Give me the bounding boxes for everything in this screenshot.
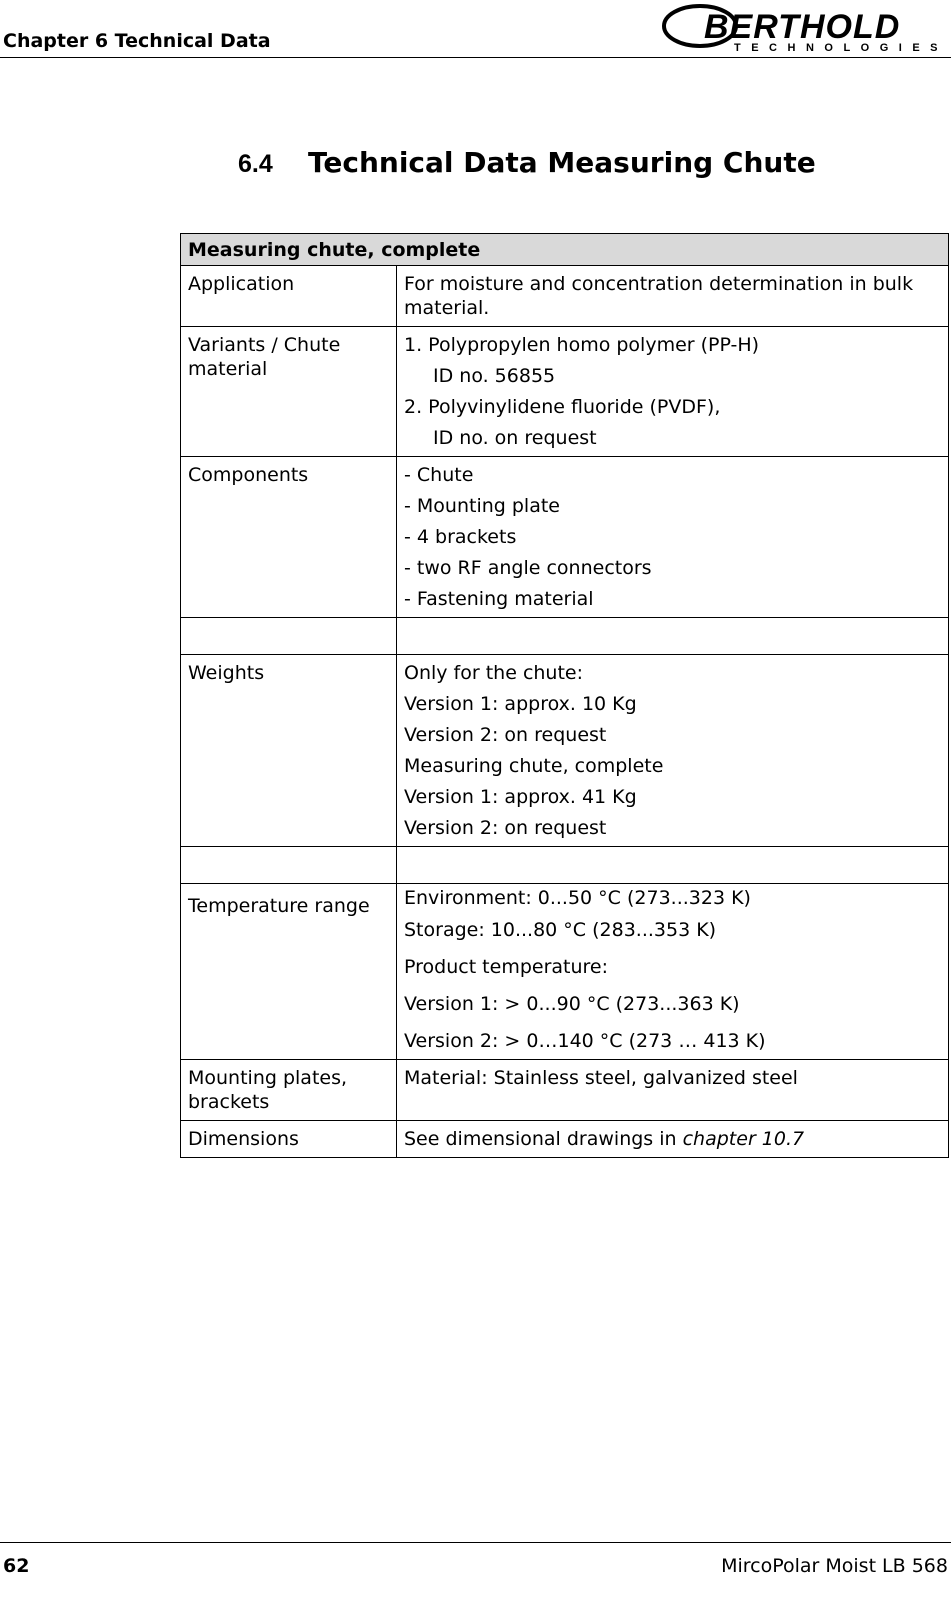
- weight-line: Version 2: on request: [404, 724, 607, 746]
- row-value-components: [397, 457, 949, 618]
- logo-main-text: BERTHOLD: [704, 8, 901, 46]
- empty-row: [181, 847, 949, 884]
- temperature-line: Version 1: > 0...90 °C (273...363 K): [404, 993, 740, 1015]
- temperature-line: Version 2: > 0…140 °C (273 … 413 K): [404, 1030, 766, 1052]
- weight-line: Version 1: approx. 10 Kg: [404, 693, 637, 715]
- row-label-dimensions: Dimensions: [181, 1121, 397, 1158]
- table-row: [181, 1060, 949, 1121]
- weight-line: Version 1: approx. 41 Kg: [404, 786, 637, 808]
- weight-line: Version 2: on request: [404, 817, 607, 839]
- table-row: [181, 655, 949, 847]
- variant-line: ID no. on request: [433, 427, 597, 449]
- row-label-variants: Variants / Chute material: [181, 327, 397, 457]
- variant-line: 1. Polypropylen homo polymer (PP-H): [404, 334, 760, 356]
- weight-line: Measuring chute, complete: [404, 755, 664, 777]
- table-row: [181, 327, 949, 457]
- empty-row: [181, 618, 949, 655]
- empty-cell: [181, 847, 397, 884]
- section-heading: [238, 146, 816, 179]
- row-label-temperature: Temperature range: [181, 884, 397, 1060]
- empty-cell: [397, 847, 949, 884]
- berthold-logo: [660, 2, 950, 54]
- component-line: - Mounting plate: [404, 495, 560, 517]
- component-line: - Fastening material: [404, 588, 594, 610]
- section-number: 6.4: [238, 150, 273, 178]
- temperature-line: Environment: 0...50 °C (273...323 K): [404, 887, 751, 909]
- row-label-weights: Weights: [181, 655, 397, 847]
- logo-sub-text: TECHNOLOGIES: [734, 42, 949, 54]
- table-row: [181, 266, 949, 327]
- component-line: - Chute: [404, 464, 474, 486]
- variant-line: ID no. 56855: [433, 365, 556, 387]
- weight-line: Only for the chute:: [404, 662, 584, 684]
- row-value-dimensions: [397, 1121, 949, 1158]
- row-value-variants: [397, 327, 949, 457]
- component-line: - two RF angle connectors: [404, 557, 652, 579]
- component-line: - 4 brackets: [404, 526, 517, 548]
- chapter-title: Chapter 6 Technical Data: [3, 30, 271, 52]
- table-heading: Measuring chute, complete: [181, 234, 949, 266]
- variant-line: 2. Polyvinylidene fluoride (PVDF),: [404, 396, 721, 418]
- row-value-weights: [397, 655, 949, 847]
- empty-cell: [397, 618, 949, 655]
- document-name: MircoPolar Moist LB 568: [721, 1555, 948, 1577]
- table-row: [181, 884, 949, 1060]
- page-footer: [0, 1542, 951, 1597]
- page-number: 62: [3, 1555, 30, 1577]
- row-label-mounting: Mounting plates, brackets: [181, 1060, 397, 1121]
- section-title: Technical Data Measuring Chute: [308, 146, 816, 179]
- dimensions-text: See dimensional drawings in: [404, 1128, 683, 1150]
- empty-cell: [181, 618, 397, 655]
- table-row: [181, 457, 949, 618]
- chapter-reference: chapter 10.7: [682, 1128, 805, 1150]
- row-value-application: For moisture and concentration determination in bulk material.: [397, 266, 949, 327]
- table-row: [181, 1121, 949, 1158]
- row-label-components: Components: [181, 457, 397, 618]
- technical-data-table: [180, 233, 949, 1158]
- page-header: [0, 0, 951, 58]
- table-heading-row: [181, 234, 949, 266]
- row-value-temperature: [397, 884, 949, 1060]
- row-value-mounting: Material: Stainless steel, galvanized steel: [397, 1060, 949, 1121]
- temperature-line: Product temperature:: [404, 956, 609, 978]
- temperature-line: Storage: 10...80 °C (283...353 K): [404, 919, 717, 941]
- row-label-application: Application: [181, 266, 397, 327]
